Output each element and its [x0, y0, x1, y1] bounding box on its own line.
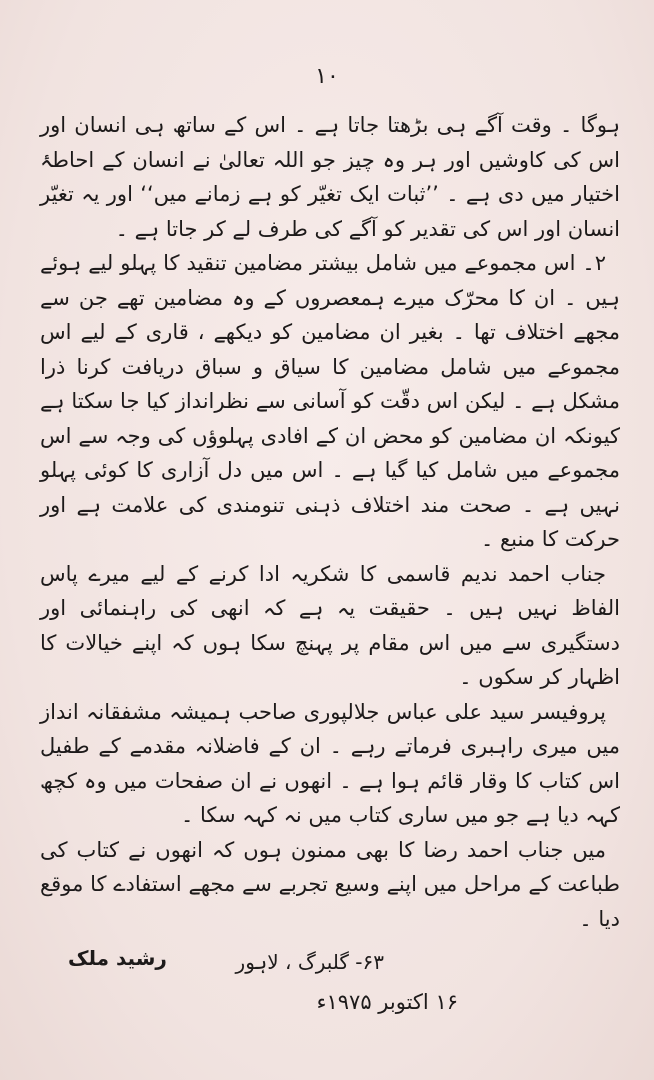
paragraph-4: پروفیسر سید علی عباس جلالپوری صاحب ہمیشہ مشفقانہ انداز میں میری راہبری فرماتے رہے ۔ ان کے فاضلانہ مقدمے کے طفیل اس کتاب کا وقار قائم ہوا ہے ۔ انھوں نے ان صفحات میں وہ کچھ کہہ دیا ہے جو میں ساری کتاب میں نہ کہہ سکا ۔: [40, 699, 620, 827]
paragraph-5: میں جناب احمد رضا کا بھی ممنون ہوں کہ انھوں نے کتاب کی طباعت کے مراحل میں اپنے وسیع تجربے سے مجھے استفادے کا موقع دیا ۔: [40, 837, 620, 931]
author-address: ۶۳- گلبرگ ، لاہور: [235, 950, 384, 974]
author-name: رشید ملک: [68, 946, 167, 970]
signature-date: ۱۶ اکتوبر ۱۹۷۵ء: [316, 990, 458, 1014]
paragraph-3: جناب احمد ندیم قاسمی کا شکریہ ادا کرنے کے لیے میرے پاس الفاظ نہیں ہیں ۔ حقیقت یہ ہے کہ انھی کی راہنمائی اور دستگیری سے میں اس مقام پر پہنچ سکا ہوں کہ اپنے خیالات کا اظہار کر سکوں ۔: [40, 561, 620, 689]
paragraph-1: ہوگا ۔ وقت آگے ہی بڑھتا جاتا ہے ۔ اس کے ساتھ ہی انسان اور اس کی کاوشیں اور ہر وہ چیز جو اللہ تعالیٰ نے انسان کے احاطۂ اختیار میں دی ہے ۔ ’’ثبات ایک تغیّر کو ہے زمانے میں‘‘ اور یہ تغیّر انسان اور اس کی تقدیر کو آگے کی طرف لے کر جاتا ہے ۔: [40, 113, 620, 241]
page-body: [40, 108, 620, 936]
signature-block: [0, 942, 654, 1032]
paragraph-2: ۲۔ اس مجموعے میں شامل بیشتر مضامین تنقید کا پہلو لیے ہوئے ہیں ۔ ان کا محرّک میرے ہمعصروں کے وہ مضامین تھے جن سے مجھے اختلاف تھا ۔ بغیر ان مضامین کو دیکھے ، قاری کے لیے اس مجموعے میں شامل مضامین کا سیاق و سباق دریافت کرنا ذرا مشکل ہے ۔ لیکن اس دقّت کو آسانی سے نظرانداز کیا جا سکتا ہے کیونکہ ان مضامین کو محض ان کے افادی پہلوؤں کی وجہ سے اس مجموعے میں شامل کیا گیا ہے ۔ اس میں دل آزاری کا کوئی پہلو نہیں ہے ۔ صحت مند اختلاف ذہنی تنومندی کی علامت ہے اور حرکت کا منبع ۔: [40, 251, 620, 551]
page-number: ۱۰: [315, 64, 339, 89]
